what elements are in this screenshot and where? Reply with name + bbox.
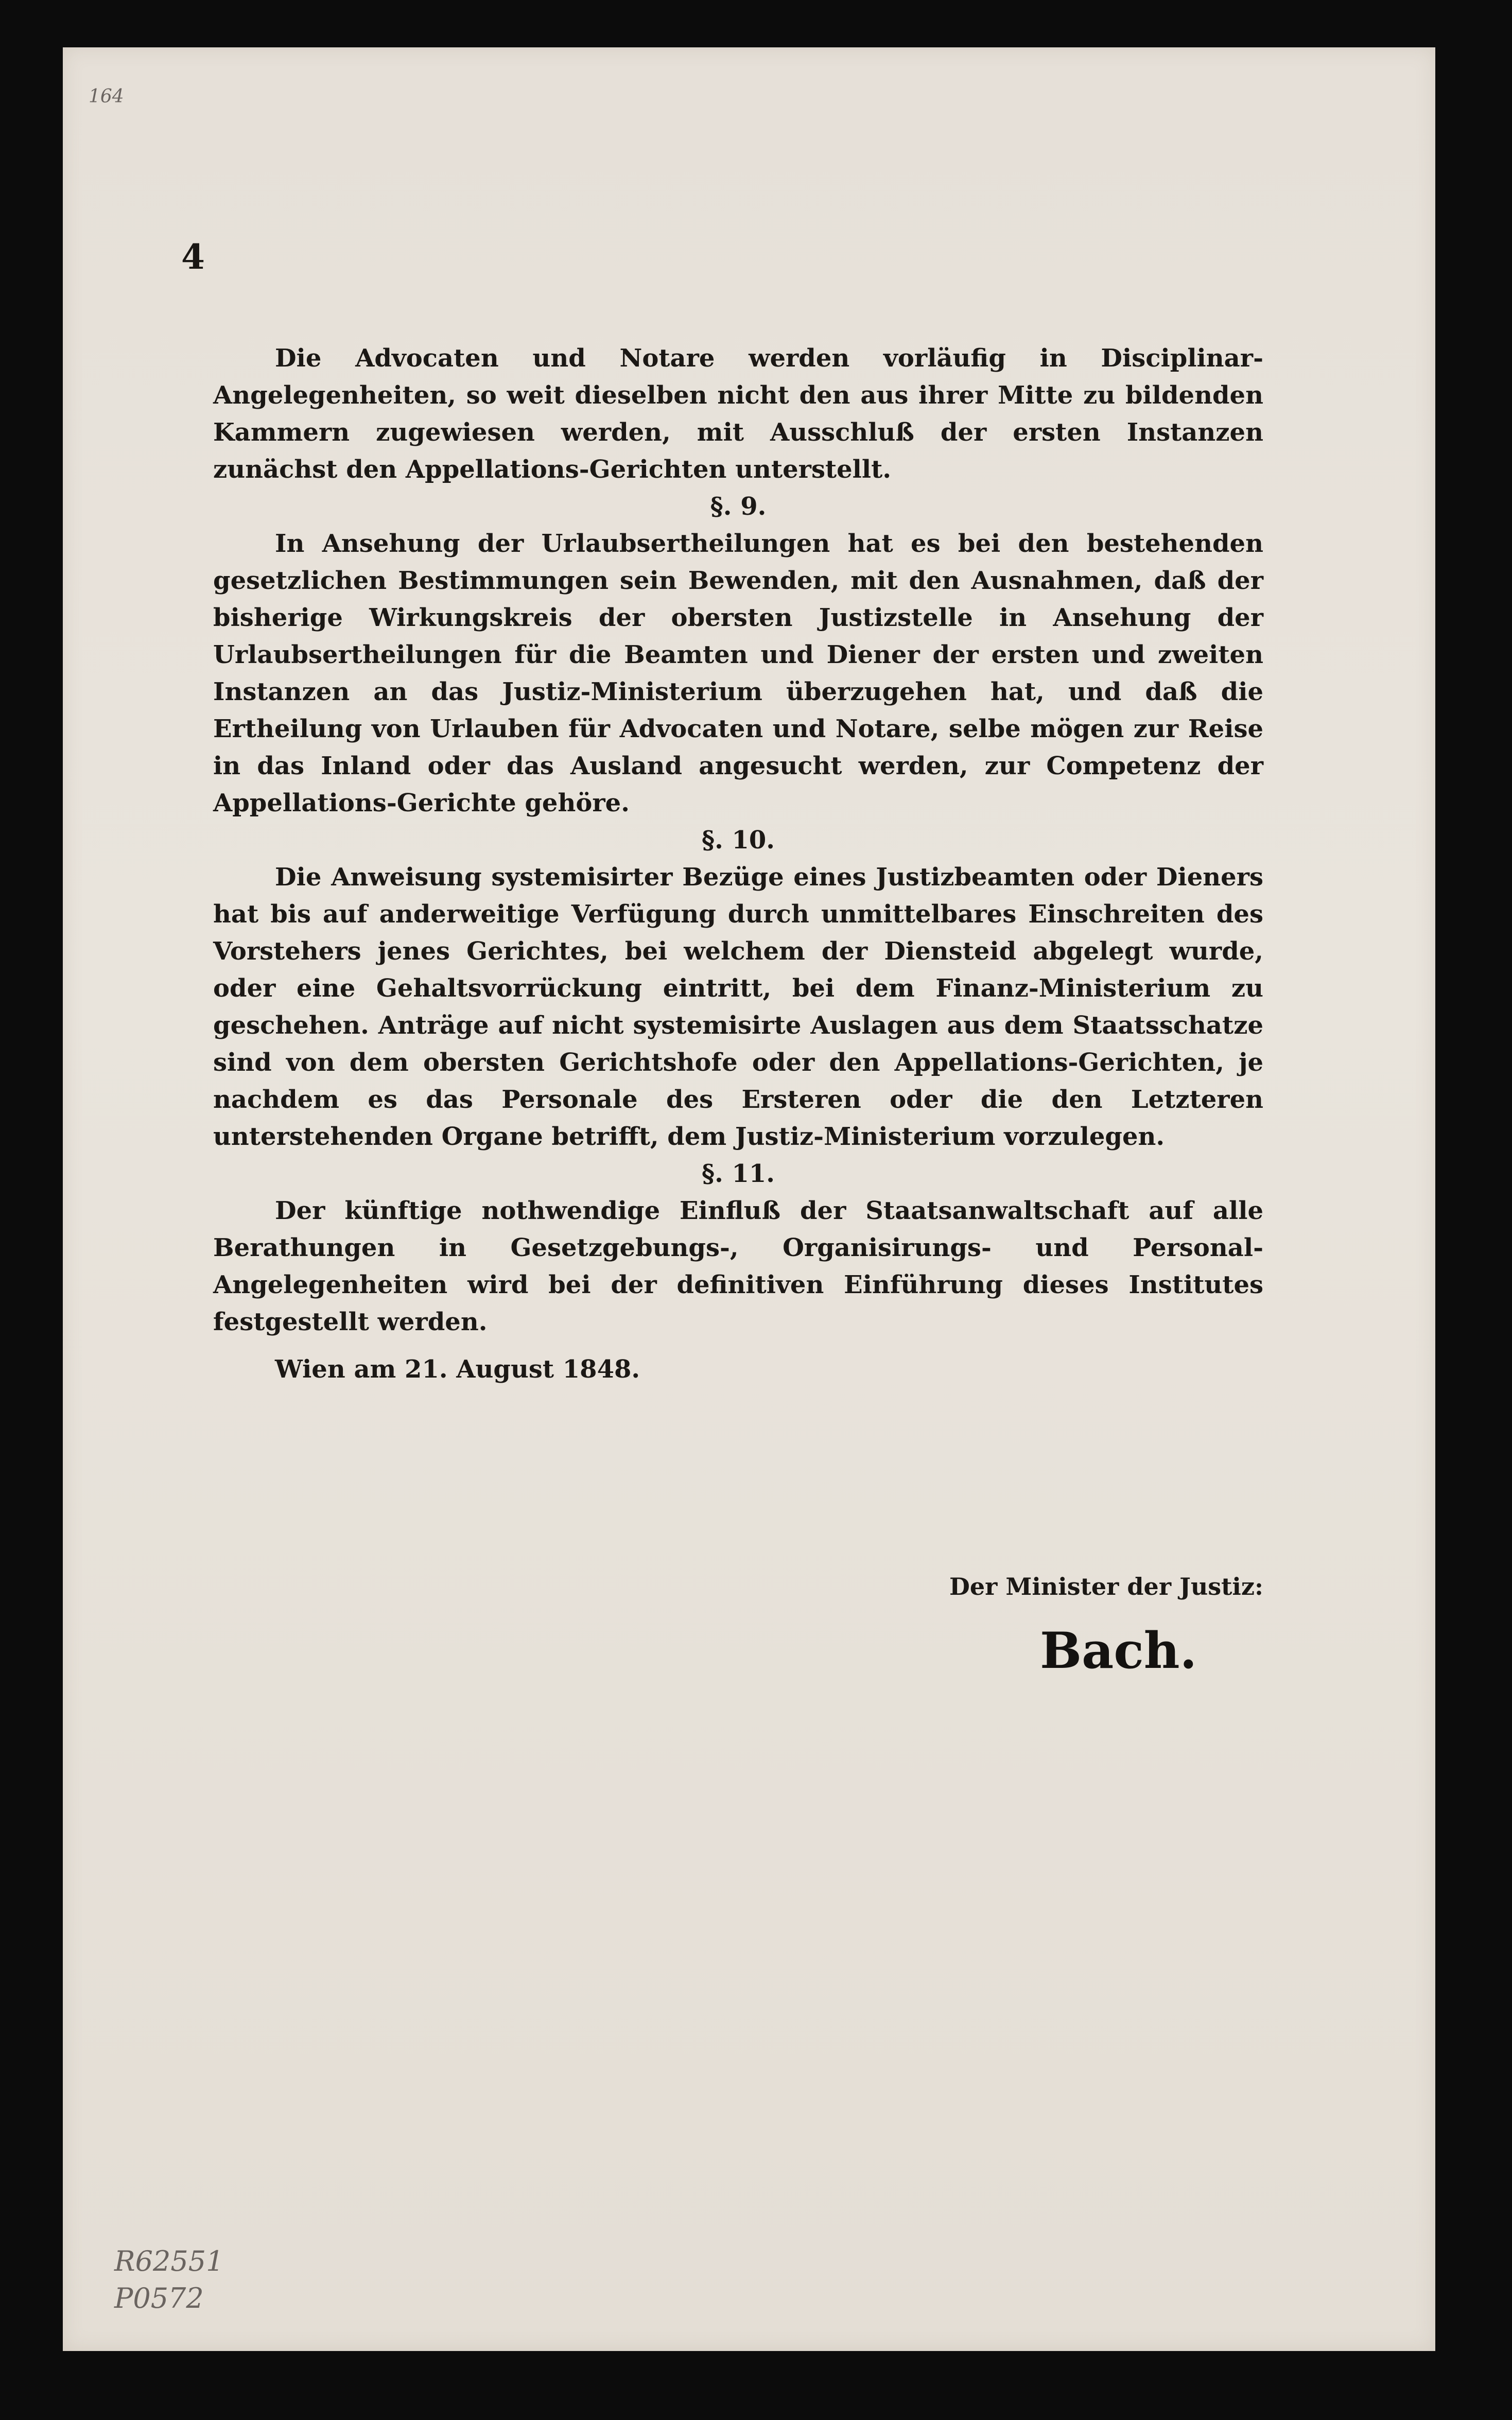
section-10-text: Die Anweisung systemisirter Bezüge eines Justizbeamten oder Dieners hat bis auf anderweitige Verfügung durch unmittelbares Einschreiten des Vorstehers jenes Gerichtes, bei welchem der Diensteid abgelegt wurde, oder eine Gehaltsvorrückung eintritt, bei dem Finanz-Ministerium zu geschehen. Anträge auf nicht systemisirte Auslagen aus dem Staatsschatze sind von dem obersten Gerichtshofe oder den Appellations-Gerichten, je nachdem es das Personale des Ersteren oder die den Letzteren unterstehenden Organe betrifft, dem Justiz-Ministerium vorzulegen. [213,863,1263,1151]
place-date: Wien am 21. August 1848. [275,1355,640,1384]
signature-name: Bach. [1040,1622,1197,1680]
section-9-heading: §. 9. [710,492,767,521]
body-text [213,340,1263,1388]
page-number: 4 [181,237,205,277]
section-10-heading: §. 10. [701,826,775,855]
section-9-text: In Ansehung der Urlaubsertheilungen hat es bei den bestehenden gesetzlichen Bestimmungen sein Bewenden, mit den Ausnahmen, daß der bisherige Wirkungskreis der obersten Justizstelle in Ansehung der Urlaubsertheilungen für die Beamten und Diener der ersten und zweiten Instanzen an das Justiz-Ministerium überzugehen hat, und daß die Ertheilung von Urlauben für Advocaten und Notare, selbe mögen zur Reise in das Inland oder das Ausland angesucht werden, zur Competenz der Appellations-Gerichte gehöre. [213,529,1263,817]
shelfmark-annotation [114,2243,223,2317]
paragraph-disciplinary: Die Advocaten und Notare werden vorläufig in Disciplinar-Angelegenheiten, so weit dieselben nicht den aus ihrer Mitte zu bildenden Kammern zugewiesen werden, mit Ausschluß der ersten Instanzen zunächst den Appellations-Gerichten unterstellt. [213,344,1263,484]
signature-title: Der Minister der Justiz: [949,1573,1263,1600]
section-11-heading: §. 11. [701,1159,775,1188]
folio-annotation: 164 [89,86,124,107]
section-11-text: Der künftige nothwendige Einfluß der Staatsanwaltschaft auf alle Berathungen in Gesetzgebungs-, Organisirungs- und Personal-Angelegenheiten wird bei der definitiven Einführung dieses Institutes festgestellt werden. [213,1196,1263,1336]
shelfmark-line-2: P0572 [114,2282,204,2314]
shelfmark-line-1: R62551 [114,2245,224,2277]
